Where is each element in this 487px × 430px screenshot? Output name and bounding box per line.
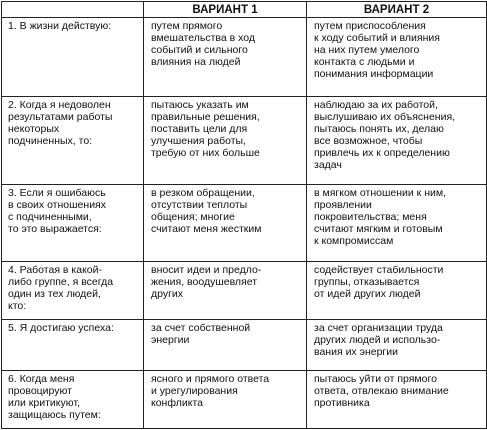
variant-1-cell: ясного и прямого ответа и урегулирования конфликта: [144, 370, 307, 428]
variant-1-cell: вносит идеи и предло- жения, воодушевляет других: [144, 261, 307, 319]
question-cell: 5. Я достигаю успеха:: [2, 320, 144, 370]
variant-2-cell: путем приспособления к ходу событий и влияния на них путем умелого контакта с людьми и понимания информации: [307, 18, 487, 97]
question-cell: 6. Когда меня провоцируют или критикуют, защищаюсь путем:: [2, 370, 144, 428]
question-cell: 4. Работая в какой- либо группе, я всегда один из тех людей, кто:: [2, 261, 144, 319]
question-cell: 1. В жизни действую:: [2, 18, 144, 97]
variant-2-cell: в мягком отношении к ним, проявлении покровительства; меня считают мягким и готовым к компромиссам: [307, 185, 487, 262]
header-variant-1: ВАРИАНТ 1: [144, 2, 307, 18]
variant-1-cell: в резком обращении, отсутствии теплоты общения; многие считают меня жестким: [144, 185, 307, 262]
table-row: [2, 18, 487, 97]
question-cell: 3. Если я ошибаюсь в своих отношениях с подчиненными, то это выражается:: [2, 185, 144, 262]
variant-1-cell: за счет собственной энергии: [144, 320, 307, 370]
table-row: [2, 261, 487, 319]
table-row: [2, 320, 487, 370]
questionnaire-table: [1, 1, 487, 429]
question-cell: 2. Когда я недоволен результатами работы некоторых подчиненных, то:: [2, 96, 144, 185]
variant-1-cell: путем прямого вмешательства в ход событий и сильного влияния на людей: [144, 18, 307, 97]
variant-2-cell: наблюдаю за их работой, выслушиваю их объяснения, пытаюсь понять их, делаю все возможное, чтобы привлечь их к определению задач: [307, 96, 487, 185]
table-row: [2, 185, 487, 262]
variant-2-cell: за счет организации труда других людей и использо- вания их энергии: [307, 320, 487, 370]
header-question: [2, 2, 144, 18]
variant-2-cell: пытаюсь уйти от прямого ответа, отвлекаю внимание противника: [307, 370, 487, 428]
table-header-row: [2, 2, 487, 18]
variant-1-cell: пытаюсь указать им правильные решения, поставить цели для улучшения работы, требую от них больше: [144, 96, 307, 185]
table-row: [2, 96, 487, 185]
table-row: [2, 370, 487, 428]
header-variant-2: ВАРИАНТ 2: [307, 2, 487, 18]
variant-2-cell: содействует стабильности группы, отказывается от идей других людей: [307, 261, 487, 319]
